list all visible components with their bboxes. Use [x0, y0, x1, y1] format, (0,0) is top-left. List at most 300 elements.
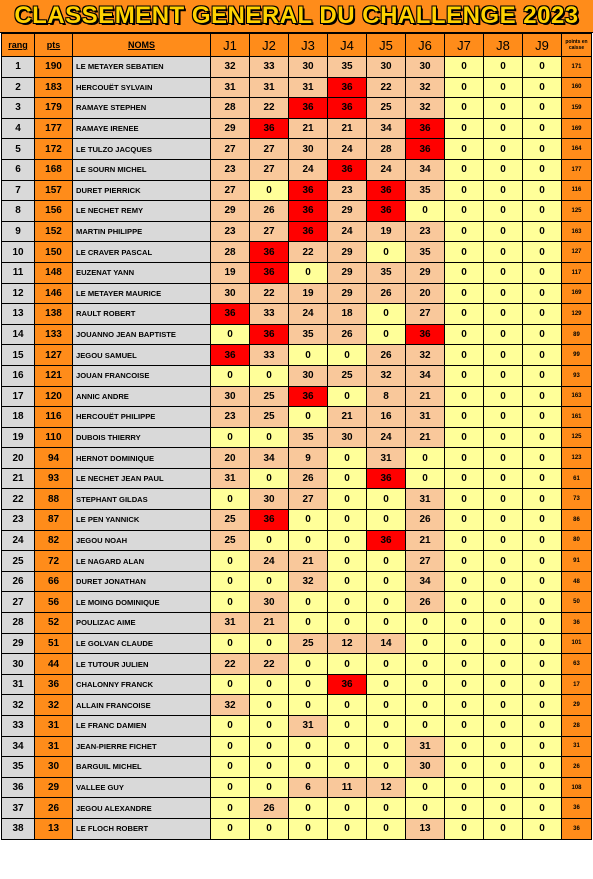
round-6-score-cell: 0 — [406, 674, 445, 695]
points-caisse-cell: 159 — [562, 98, 592, 119]
points-cell: 146 — [35, 283, 73, 304]
round-6-score-cell: 31 — [406, 489, 445, 510]
points-caisse-cell: 80 — [562, 530, 592, 551]
round-2-score-cell: 21 — [250, 613, 289, 634]
rank-cell: 5 — [2, 139, 35, 160]
round-9-score-cell: 0 — [523, 201, 562, 222]
round-4-score-cell: 36 — [328, 159, 367, 180]
rank-cell: 16 — [2, 365, 35, 386]
round-9-score-cell: 0 — [523, 757, 562, 778]
points-caisse-cell: 91 — [562, 551, 592, 572]
round-8-score-cell: 0 — [484, 57, 523, 78]
rank-cell: 7 — [2, 180, 35, 201]
rank-cell: 6 — [2, 159, 35, 180]
round-9-score-cell: 0 — [523, 180, 562, 201]
points-caisse-cell: 129 — [562, 304, 592, 325]
round-1-score-cell: 32 — [211, 695, 250, 716]
round-1-score-cell: 23 — [211, 221, 250, 242]
table-row — [2, 716, 592, 737]
round-6-score-cell: 30 — [406, 57, 445, 78]
round-8-score-cell: 0 — [484, 468, 523, 489]
table-row — [2, 633, 592, 654]
rank-cell: 3 — [2, 98, 35, 119]
name-cell: LE METAYER MAURICE — [73, 283, 211, 304]
round-6-score-cell: 31 — [406, 407, 445, 428]
points-caisse-cell: 63 — [562, 654, 592, 675]
round-8-score-cell: 0 — [484, 159, 523, 180]
round-8-score-cell: 0 — [484, 613, 523, 634]
table-row — [2, 571, 592, 592]
rank-cell: 38 — [2, 818, 35, 839]
name-cell: JEAN-PIERRE FICHET — [73, 736, 211, 757]
round-3-score-cell: 0 — [289, 262, 328, 283]
round-2-score-cell: 0 — [250, 468, 289, 489]
round-1-score-cell: 25 — [211, 530, 250, 551]
round-1-score-cell: 0 — [211, 798, 250, 819]
round-9-score-cell: 0 — [523, 613, 562, 634]
round-4-score-cell: 29 — [328, 242, 367, 263]
round-4-score-cell: 29 — [328, 283, 367, 304]
name-cell: LE FLOCH ROBERT — [73, 818, 211, 839]
round-3-score-cell: 0 — [289, 530, 328, 551]
rank-cell: 10 — [2, 242, 35, 263]
round-5-score-cell: 0 — [367, 592, 406, 613]
name-cell: LE TUTOUR JULIEN — [73, 654, 211, 675]
round-6-score-cell: 32 — [406, 98, 445, 119]
rank-cell: 1 — [2, 57, 35, 78]
name-cell: HERCOUËT SYLVAIN — [73, 77, 211, 98]
round-7-score-cell: 0 — [445, 407, 484, 428]
header-round-1: J1 — [211, 34, 250, 57]
round-5-score-cell: 19 — [367, 221, 406, 242]
round-9-score-cell: 0 — [523, 262, 562, 283]
round-8-score-cell: 0 — [484, 757, 523, 778]
round-9-score-cell: 0 — [523, 736, 562, 757]
rank-cell: 31 — [2, 674, 35, 695]
table-row — [2, 695, 592, 716]
points-caisse-cell: 48 — [562, 571, 592, 592]
header-rank: rang — [2, 34, 35, 57]
name-cell: JEGOU SAMUEL — [73, 345, 211, 366]
rank-cell: 36 — [2, 777, 35, 798]
points-cell: 31 — [35, 716, 73, 737]
table-row — [2, 242, 592, 263]
round-3-score-cell: 35 — [289, 324, 328, 345]
round-7-score-cell: 0 — [445, 77, 484, 98]
round-7-score-cell: 0 — [445, 57, 484, 78]
round-7-score-cell: 0 — [445, 201, 484, 222]
points-cell: 156 — [35, 201, 73, 222]
header-round-2: J2 — [250, 34, 289, 57]
round-6-score-cell: 31 — [406, 736, 445, 757]
points-caisse-cell: 123 — [562, 448, 592, 469]
round-1-score-cell: 31 — [211, 77, 250, 98]
table-row — [2, 427, 592, 448]
round-9-score-cell: 0 — [523, 695, 562, 716]
header-points: pts — [35, 34, 73, 57]
round-8-score-cell: 0 — [484, 777, 523, 798]
round-7-score-cell: 0 — [445, 159, 484, 180]
round-3-score-cell: 30 — [289, 139, 328, 160]
round-2-score-cell: 34 — [250, 448, 289, 469]
round-7-score-cell: 0 — [445, 818, 484, 839]
round-4-score-cell: 23 — [328, 180, 367, 201]
header-round-4: J4 — [328, 34, 367, 57]
points-cell: 88 — [35, 489, 73, 510]
round-7-score-cell: 0 — [445, 118, 484, 139]
points-cell: 87 — [35, 510, 73, 531]
round-4-score-cell: 0 — [328, 510, 367, 531]
round-6-score-cell: 34 — [406, 365, 445, 386]
table-row — [2, 407, 592, 428]
round-7-score-cell: 0 — [445, 468, 484, 489]
rank-cell: 32 — [2, 695, 35, 716]
rank-cell: 34 — [2, 736, 35, 757]
round-5-score-cell: 0 — [367, 654, 406, 675]
round-1-score-cell: 0 — [211, 777, 250, 798]
name-cell: DUBOIS THIERRY — [73, 427, 211, 448]
points-cell: 94 — [35, 448, 73, 469]
table-row — [2, 613, 592, 634]
points-caisse-cell: 36 — [562, 818, 592, 839]
round-1-score-cell: 29 — [211, 118, 250, 139]
ranking-table — [1, 33, 592, 840]
round-4-score-cell: 0 — [328, 736, 367, 757]
name-cell: LE MOING DOMINIQUE — [73, 592, 211, 613]
rank-cell: 30 — [2, 654, 35, 675]
header-row — [2, 34, 592, 57]
round-2-score-cell: 0 — [250, 633, 289, 654]
name-cell: STEPHANT GILDAS — [73, 489, 211, 510]
name-cell: RAMAYE IRENEE — [73, 118, 211, 139]
round-4-score-cell: 0 — [328, 798, 367, 819]
round-3-score-cell: 0 — [289, 654, 328, 675]
round-5-score-cell: 12 — [367, 777, 406, 798]
name-cell: JEGOU ALEXANDRE — [73, 798, 211, 819]
round-9-score-cell: 0 — [523, 592, 562, 613]
table-row — [2, 510, 592, 531]
table-row — [2, 489, 592, 510]
points-cell: 32 — [35, 695, 73, 716]
round-8-score-cell: 0 — [484, 530, 523, 551]
round-7-score-cell: 0 — [445, 571, 484, 592]
rank-cell: 24 — [2, 530, 35, 551]
round-1-score-cell: 25 — [211, 510, 250, 531]
round-3-score-cell: 31 — [289, 716, 328, 737]
round-1-score-cell: 36 — [211, 345, 250, 366]
points-cell: 66 — [35, 571, 73, 592]
round-5-score-cell: 24 — [367, 159, 406, 180]
round-7-score-cell: 0 — [445, 139, 484, 160]
points-cell: 110 — [35, 427, 73, 448]
round-5-score-cell: 0 — [367, 304, 406, 325]
table-row — [2, 777, 592, 798]
round-7-score-cell: 0 — [445, 777, 484, 798]
round-9-score-cell: 0 — [523, 489, 562, 510]
table-row — [2, 159, 592, 180]
round-5-score-cell: 0 — [367, 695, 406, 716]
round-5-score-cell: 14 — [367, 633, 406, 654]
round-8-score-cell: 0 — [484, 386, 523, 407]
round-6-score-cell: 13 — [406, 818, 445, 839]
round-5-score-cell: 16 — [367, 407, 406, 428]
round-2-score-cell: 0 — [250, 777, 289, 798]
round-5-score-cell: 0 — [367, 242, 406, 263]
round-1-score-cell: 0 — [211, 757, 250, 778]
rank-cell: 8 — [2, 201, 35, 222]
round-9-score-cell: 0 — [523, 777, 562, 798]
table-row — [2, 139, 592, 160]
round-6-score-cell: 34 — [406, 571, 445, 592]
round-8-score-cell: 0 — [484, 283, 523, 304]
round-2-score-cell: 0 — [250, 695, 289, 716]
round-7-score-cell: 0 — [445, 98, 484, 119]
round-9-score-cell: 0 — [523, 530, 562, 551]
round-3-score-cell: 0 — [289, 736, 328, 757]
points-cell: 13 — [35, 818, 73, 839]
round-9-score-cell: 0 — [523, 304, 562, 325]
round-2-score-cell: 36 — [250, 510, 289, 531]
rank-cell: 13 — [2, 304, 35, 325]
table-row — [2, 757, 592, 778]
round-3-score-cell: 0 — [289, 613, 328, 634]
round-7-score-cell: 0 — [445, 798, 484, 819]
rank-cell: 19 — [2, 427, 35, 448]
rank-cell: 29 — [2, 633, 35, 654]
name-cell: EUZENAT YANN — [73, 262, 211, 283]
table-row — [2, 798, 592, 819]
round-5-score-cell: 0 — [367, 798, 406, 819]
round-6-score-cell: 26 — [406, 510, 445, 531]
name-cell: HERCOUËT PHILIPPE — [73, 407, 211, 428]
points-caisse-cell: 125 — [562, 201, 592, 222]
points-cell: 56 — [35, 592, 73, 613]
round-8-score-cell: 0 — [484, 592, 523, 613]
round-1-score-cell: 36 — [211, 304, 250, 325]
round-7-score-cell: 0 — [445, 736, 484, 757]
round-3-score-cell: 36 — [289, 386, 328, 407]
round-5-score-cell: 28 — [367, 139, 406, 160]
points-caisse-cell: 89 — [562, 324, 592, 345]
table-row — [2, 324, 592, 345]
round-1-score-cell: 23 — [211, 159, 250, 180]
name-cell: CHALONNY FRANCK — [73, 674, 211, 695]
round-3-score-cell: 36 — [289, 201, 328, 222]
rank-cell: 14 — [2, 324, 35, 345]
round-6-score-cell: 0 — [406, 777, 445, 798]
rank-cell: 22 — [2, 489, 35, 510]
round-2-score-cell: 25 — [250, 386, 289, 407]
round-8-score-cell: 0 — [484, 571, 523, 592]
round-2-score-cell: 27 — [250, 221, 289, 242]
round-4-score-cell: 29 — [328, 201, 367, 222]
round-2-score-cell: 0 — [250, 427, 289, 448]
rank-cell: 21 — [2, 468, 35, 489]
points-caisse-cell: 164 — [562, 139, 592, 160]
round-4-score-cell: 35 — [328, 57, 367, 78]
round-6-score-cell: 0 — [406, 448, 445, 469]
round-1-score-cell: 30 — [211, 283, 250, 304]
round-9-score-cell: 0 — [523, 77, 562, 98]
points-cell: 93 — [35, 468, 73, 489]
round-2-score-cell: 30 — [250, 489, 289, 510]
round-6-score-cell: 0 — [406, 716, 445, 737]
round-3-score-cell: 36 — [289, 98, 328, 119]
round-5-score-cell: 0 — [367, 716, 406, 737]
points-caisse-cell: 161 — [562, 407, 592, 428]
round-2-score-cell: 31 — [250, 77, 289, 98]
table-row — [2, 530, 592, 551]
round-1-score-cell: 22 — [211, 654, 250, 675]
round-1-score-cell: 27 — [211, 139, 250, 160]
rank-cell: 33 — [2, 716, 35, 737]
points-cell: 26 — [35, 798, 73, 819]
round-4-score-cell: 0 — [328, 345, 367, 366]
round-7-score-cell: 0 — [445, 180, 484, 201]
round-6-score-cell: 36 — [406, 139, 445, 160]
header-points-caisse: points en caisse — [562, 34, 592, 57]
round-2-score-cell: 33 — [250, 57, 289, 78]
round-3-score-cell: 27 — [289, 489, 328, 510]
page-title: CLASSEMENT GENERAL DU CHALLENGE 2023 — [0, 0, 593, 33]
round-6-score-cell: 0 — [406, 798, 445, 819]
points-caisse-cell: 26 — [562, 757, 592, 778]
round-6-score-cell: 0 — [406, 654, 445, 675]
round-8-score-cell: 0 — [484, 489, 523, 510]
name-cell: JOUANNO JEAN BAPTISTE — [73, 324, 211, 345]
round-1-score-cell: 0 — [211, 736, 250, 757]
round-3-score-cell: 0 — [289, 674, 328, 695]
round-2-score-cell: 36 — [250, 262, 289, 283]
round-5-score-cell: 26 — [367, 345, 406, 366]
round-1-score-cell: 28 — [211, 98, 250, 119]
name-cell: LE FRANC DAMIEN — [73, 716, 211, 737]
points-cell: 179 — [35, 98, 73, 119]
round-1-score-cell: 19 — [211, 262, 250, 283]
round-2-score-cell: 36 — [250, 324, 289, 345]
points-caisse-cell: 169 — [562, 118, 592, 139]
points-caisse-cell: 28 — [562, 716, 592, 737]
round-7-score-cell: 0 — [445, 448, 484, 469]
round-9-score-cell: 0 — [523, 324, 562, 345]
rank-cell: 37 — [2, 798, 35, 819]
points-caisse-cell: 101 — [562, 633, 592, 654]
round-5-score-cell: 26 — [367, 283, 406, 304]
header-round-5: J5 — [367, 34, 406, 57]
table-row — [2, 283, 592, 304]
round-1-score-cell: 0 — [211, 674, 250, 695]
round-5-score-cell: 35 — [367, 262, 406, 283]
header-round-7: J7 — [445, 34, 484, 57]
points-caisse-cell: 17 — [562, 674, 592, 695]
round-8-score-cell: 0 — [484, 139, 523, 160]
rank-cell: 9 — [2, 221, 35, 242]
points-caisse-cell: 127 — [562, 242, 592, 263]
round-9-score-cell: 0 — [523, 283, 562, 304]
round-5-score-cell: 0 — [367, 818, 406, 839]
round-2-score-cell: 0 — [250, 818, 289, 839]
round-7-score-cell: 0 — [445, 489, 484, 510]
round-2-score-cell: 25 — [250, 407, 289, 428]
round-9-score-cell: 0 — [523, 654, 562, 675]
round-1-score-cell: 0 — [211, 716, 250, 737]
points-cell: 148 — [35, 262, 73, 283]
round-6-score-cell: 35 — [406, 180, 445, 201]
round-8-score-cell: 0 — [484, 716, 523, 737]
round-6-score-cell: 32 — [406, 345, 445, 366]
name-cell: LE GOLVAN CLAUDE — [73, 633, 211, 654]
name-cell: DURET JONATHAN — [73, 571, 211, 592]
points-caisse-cell: 177 — [562, 159, 592, 180]
points-cell: 116 — [35, 407, 73, 428]
round-8-score-cell: 0 — [484, 633, 523, 654]
round-5-score-cell: 31 — [367, 448, 406, 469]
round-9-score-cell: 0 — [523, 818, 562, 839]
round-2-score-cell: 0 — [250, 180, 289, 201]
round-1-score-cell: 31 — [211, 468, 250, 489]
round-3-score-cell: 36 — [289, 221, 328, 242]
rank-cell: 2 — [2, 77, 35, 98]
round-6-score-cell: 21 — [406, 386, 445, 407]
table-row — [2, 262, 592, 283]
table-row — [2, 57, 592, 78]
round-1-score-cell: 32 — [211, 57, 250, 78]
points-cell: 150 — [35, 242, 73, 263]
round-7-score-cell: 0 — [445, 304, 484, 325]
round-2-score-cell: 26 — [250, 798, 289, 819]
round-6-score-cell: 21 — [406, 427, 445, 448]
round-8-score-cell: 0 — [484, 365, 523, 386]
round-5-score-cell: 0 — [367, 489, 406, 510]
round-7-score-cell: 0 — [445, 510, 484, 531]
points-caisse-cell: 36 — [562, 798, 592, 819]
points-cell: 183 — [35, 77, 73, 98]
round-9-score-cell: 0 — [523, 510, 562, 531]
round-7-score-cell: 0 — [445, 283, 484, 304]
round-7-score-cell: 0 — [445, 345, 484, 366]
rank-cell: 27 — [2, 592, 35, 613]
round-3-score-cell: 21 — [289, 551, 328, 572]
round-5-score-cell: 0 — [367, 674, 406, 695]
round-9-score-cell: 0 — [523, 427, 562, 448]
round-7-score-cell: 0 — [445, 242, 484, 263]
round-5-score-cell: 0 — [367, 613, 406, 634]
round-5-score-cell: 8 — [367, 386, 406, 407]
round-1-score-cell: 0 — [211, 818, 250, 839]
points-caisse-cell: 160 — [562, 77, 592, 98]
round-8-score-cell: 0 — [484, 262, 523, 283]
table-row — [2, 77, 592, 98]
round-7-score-cell: 0 — [445, 613, 484, 634]
round-4-score-cell: 0 — [328, 448, 367, 469]
round-3-score-cell: 35 — [289, 427, 328, 448]
table-row — [2, 674, 592, 695]
rank-cell: 23 — [2, 510, 35, 531]
round-7-score-cell: 0 — [445, 324, 484, 345]
points-cell: 172 — [35, 139, 73, 160]
round-1-score-cell: 0 — [211, 489, 250, 510]
rank-cell: 28 — [2, 613, 35, 634]
name-cell: VALLEE GUY — [73, 777, 211, 798]
round-1-score-cell: 30 — [211, 386, 250, 407]
round-8-score-cell: 0 — [484, 345, 523, 366]
round-9-score-cell: 0 — [523, 674, 562, 695]
table-row — [2, 448, 592, 469]
round-7-score-cell: 0 — [445, 530, 484, 551]
round-4-score-cell: 0 — [328, 818, 367, 839]
round-2-score-cell: 22 — [250, 654, 289, 675]
points-cell: 72 — [35, 551, 73, 572]
